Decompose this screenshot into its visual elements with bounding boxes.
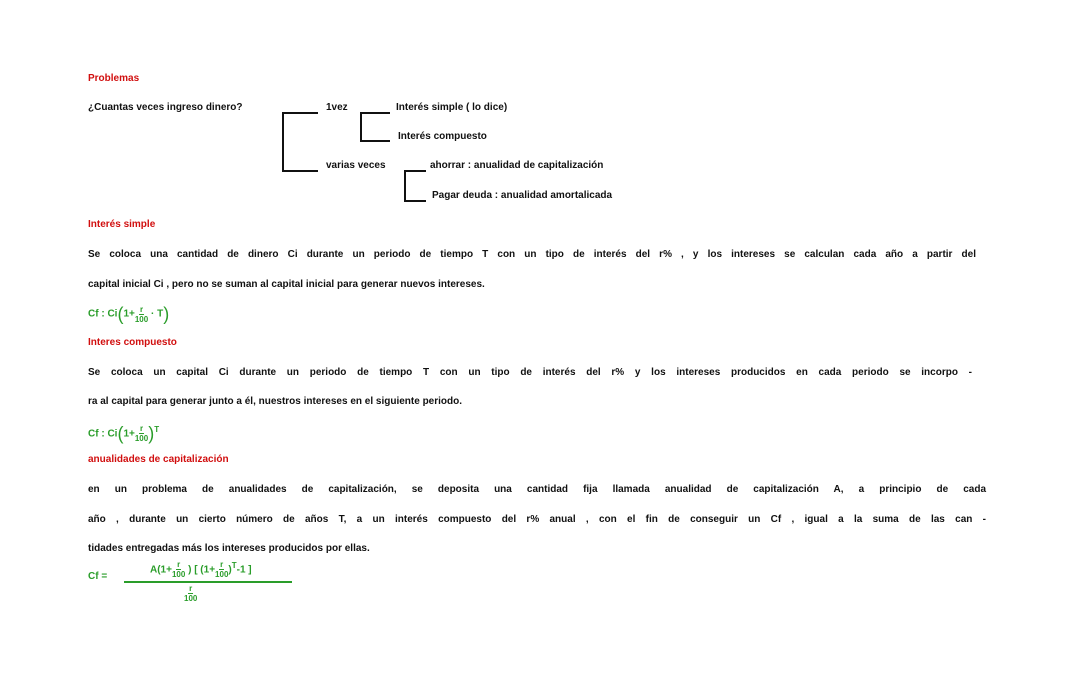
formula-term: 1+	[123, 428, 135, 440]
tree-line	[282, 112, 284, 170]
tree-line	[360, 140, 390, 142]
fraction-numerator: r	[139, 304, 144, 314]
branch-debt: Pagar deuda : anualidad amortalicada	[432, 190, 613, 201]
heading-simple: Interés simple	[88, 219, 156, 230]
branch-simple: Interés simple ( lo dice)	[396, 102, 508, 113]
simple-formula: Cf : Ci(1+ $\frac{r}{100}$ · T)	[88, 304, 170, 324]
anualidades-formula-lhs: Cf =	[88, 571, 108, 582]
formula-term: 1+	[123, 308, 135, 320]
branch-save: ahorrar : anualidad de capitalización	[430, 160, 604, 171]
heading-compuesto: Interes compuesto	[88, 337, 177, 348]
fraction-numerator: r	[189, 584, 193, 593]
tree-line	[360, 112, 390, 114]
formula-term: ) [ (1+	[188, 564, 216, 576]
heading-anualidades: anualidades de capitalización	[88, 454, 229, 465]
tree-line	[360, 112, 362, 140]
branch-compound: Interés compuesto	[398, 131, 487, 142]
branch-several: varias veces	[326, 160, 386, 171]
tree-line	[404, 170, 406, 200]
tree-line	[404, 200, 426, 202]
fraction-numerator: r	[220, 560, 224, 570]
anualidades-formula-numerator: A(1+ $\frac{r}{100}$ ) [ (1+ $\frac{r}{100}$ )$^T$-1 ]	[150, 560, 252, 580]
anualidades-formula-denominator	[184, 584, 197, 603]
formula-exponent: T	[154, 425, 160, 434]
formula-lhs: Cf : Ci	[88, 308, 118, 320]
branch-once: 1vez	[326, 102, 348, 113]
anualidades-text-2: año , durante un cierto número de años T, a un interés compuesto del r% anual , con el fin de conseguir un Cf , igual a la suma de las can -	[88, 514, 986, 525]
heading-problemas: Problemas	[88, 73, 140, 84]
simple-text-1: Se coloca una cantidad de dinero Ci durante un periodo de tiempo T con un tipo de interés del r% , y los intereses se calculan cada año a partir del	[88, 249, 976, 260]
question-text: ¿Cuantas veces ingreso dinero?	[88, 102, 243, 113]
tree-line	[282, 112, 318, 114]
tree-line	[404, 170, 426, 172]
formula-exponent: T	[231, 561, 237, 570]
formula-term: A(1+	[150, 564, 172, 576]
compuesto-text-2: ra al capital para generar junto a él, nuestros intereses en el siguiente periodo.	[88, 396, 463, 407]
fraction-denominator: 100	[171, 570, 186, 580]
fraction-numerator: r	[139, 424, 144, 434]
formula-lhs: Cf : Ci	[88, 428, 118, 440]
fraction-denominator: 100	[134, 314, 149, 324]
formula-term: -1 ]	[236, 564, 252, 576]
tree-line	[282, 170, 318, 172]
compuesto-formula: Cf : Ci(1+ $\frac{r}{100}$ )$^T$	[88, 423, 160, 444]
anualidades-text-1: en un problema de anualidades de capitalización, se deposita una cantidad fija llamada anualidad de capitalización A, a principio de cada	[88, 484, 986, 495]
fraction-denominator: 100	[215, 570, 229, 580]
fraction-denominator: 100	[134, 434, 149, 444]
fraction-bar	[124, 581, 292, 583]
anualidades-text-3: tidades entregadas más los intereses producidos por ellas.	[88, 543, 370, 554]
compuesto-text-1: Se coloca un capital Ci durante un periodo de tiempo T con un tipo de interés del r% y los intereses producidos en cada periodo se incorpo -	[88, 367, 972, 378]
fraction-denominator: 100	[184, 594, 198, 603]
fraction-numerator: r	[177, 560, 181, 570]
simple-text-2: capital inicial Ci , pero no se suman al capital inicial para generar nuevos intereses.	[88, 279, 485, 290]
formula-term: · T	[151, 308, 164, 320]
